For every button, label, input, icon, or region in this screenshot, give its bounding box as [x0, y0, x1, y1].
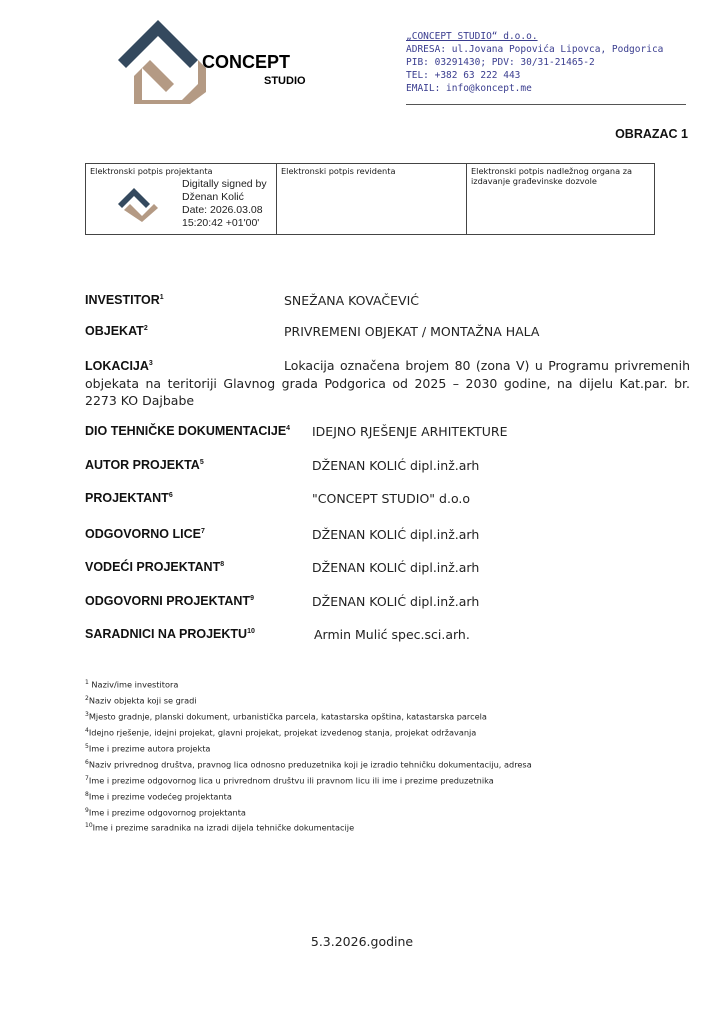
- company-info: [406, 30, 663, 95]
- objekat-value: PRIVREMENI OBJEKAT / MONTAŽNA HALA: [284, 324, 540, 339]
- footnote: $^6$Naziv privrednog društva, pravnog lica odnosno preduzetnika koji je izradio tehničku dokumentaciju, adresa: [85, 758, 532, 770]
- odgovorno-lice-label: ODGOVORNO LICE$^7$: [85, 527, 205, 541]
- vodeci-label: VODEĆI PROJEKTANT$^8$: [85, 560, 225, 574]
- odgovorno-lice-value: DŽENAN KOLIĆ dipl.inž.arh: [312, 527, 480, 542]
- authority-signature-label: Elektronski potpis nadležnog organa za izdavanje građevinske dozvole: [471, 166, 633, 186]
- company-name: „CONCEPT STUDIO“ d.o.o.: [406, 31, 538, 42]
- saradnici-label: SARADNICI NA PROJEKTU$^{10}$: [85, 627, 255, 641]
- company-address: ADRESA: ul.Jovana Popovića Lipovca, Podgorica: [406, 44, 664, 55]
- signature-line-1: Digitally signed by: [182, 178, 267, 190]
- footnote: $^5$Ime i prezime autora projekta: [85, 742, 211, 754]
- logo-word-studio: STUDIO: [264, 75, 306, 87]
- company-email: EMAIL: info@koncept.me: [406, 83, 532, 94]
- autor-value: DŽENAN KOLIĆ dipl.inž.arh: [312, 458, 480, 473]
- signature-line-3: Date: 2026.03.08: [182, 204, 263, 216]
- reviewer-signature-label: Elektronski potpis revidenta: [281, 166, 396, 176]
- signature-line-2: Dženan Kolić: [182, 191, 244, 203]
- company-ids: PIB: 03291430; PDV: 30/31-21465-2: [406, 57, 595, 68]
- projektant-value: "CONCEPT STUDIO" d.o.o: [312, 491, 470, 506]
- company-tel: TEL: +382 63 222 443: [406, 70, 521, 81]
- footnote: $^8$Ime i prezime vodećeg projektanta: [85, 790, 232, 802]
- projektant-label: PROJEKTANT$^6$: [85, 491, 173, 505]
- form-number: OBRAZAC 1: [615, 127, 688, 141]
- investitor-value: SNEŽANA KOVAČEVIĆ: [284, 293, 419, 308]
- lokacija-value: Lokacija označena brojem 80 (zona V) u Programu privremenih objekata na teritoriji Glavnog grada Podgorica od 2025 – 2030 godine, na dijelu Kat.par. br. 2273 KO Dajbabe: [85, 358, 690, 409]
- authority-signature-cell: [467, 164, 655, 235]
- reviewer-signature-cell: [277, 164, 467, 235]
- odgovorni-label: ODGOVORNI PROJEKTANT$^9$: [85, 594, 254, 608]
- footnote: $^7$Ime i prezime odgovornog lica u privrednom društvu ili pravnom licu ili ime i prezime preduzetnika: [85, 774, 494, 786]
- footnote: $^9$Ime i prezime odgovornog projektanta: [85, 806, 246, 818]
- investitor-label: INVESTITOR$^1$: [85, 293, 164, 307]
- logo-word-concept: CONCEPT: [202, 52, 291, 72]
- vodeci-value: DŽENAN KOLIĆ dipl.inž.arh: [312, 560, 480, 575]
- signature-table: [85, 163, 655, 235]
- signature-text: [182, 178, 267, 230]
- lokacija-block: [85, 355, 690, 409]
- footnote: $^4$Idejno rješenje, idejni projekat, glavni projekat, projekat izvedenog stanja, projekat održavanja: [85, 726, 477, 738]
- footnotes: [85, 676, 532, 835]
- stamp-logo: [114, 184, 160, 224]
- lokacija-label: LOKACIJA$^3$: [85, 359, 153, 374]
- footnote: $^3$Mjesto gradnje, planski dokument, urbanistička parcela, katastarska opština, katastarska parcela: [85, 710, 487, 722]
- signature-line-4: 15:20:42 +01'00': [182, 217, 260, 229]
- footnote: $^2$Naziv objekta koji se gradi: [85, 694, 197, 706]
- footnote: $^{10}$Ime i prezime saradnika na izradi dijela tehničke dokumentacije: [85, 822, 355, 834]
- company-logo: [118, 20, 318, 104]
- designer-signature-label: Elektronski potpis projektanta: [90, 166, 213, 176]
- dio-label: DIO TEHNIČKE DOKUMENTACIJE$^4$: [85, 424, 291, 438]
- objekat-label: OBJEKAT$^2$: [85, 324, 148, 338]
- dio-value: IDEJNO RJEŠENJE ARHITEKTURE: [312, 424, 508, 439]
- header-divider: [406, 104, 686, 105]
- document-date: 5.3.2026.godine: [310, 934, 414, 949]
- designer-signature-cell: [86, 164, 277, 235]
- digital-signature-stamp: [90, 176, 272, 228]
- odgovorni-value: DŽENAN KOLIĆ dipl.inž.arh: [312, 594, 480, 609]
- autor-label: AUTOR PROJEKTA$^5$: [85, 458, 204, 472]
- footnote: $^1$ Naziv/ime investitora: [85, 679, 179, 690]
- saradnici-value: Armin Mulić spec.sci.arh.: [314, 627, 470, 642]
